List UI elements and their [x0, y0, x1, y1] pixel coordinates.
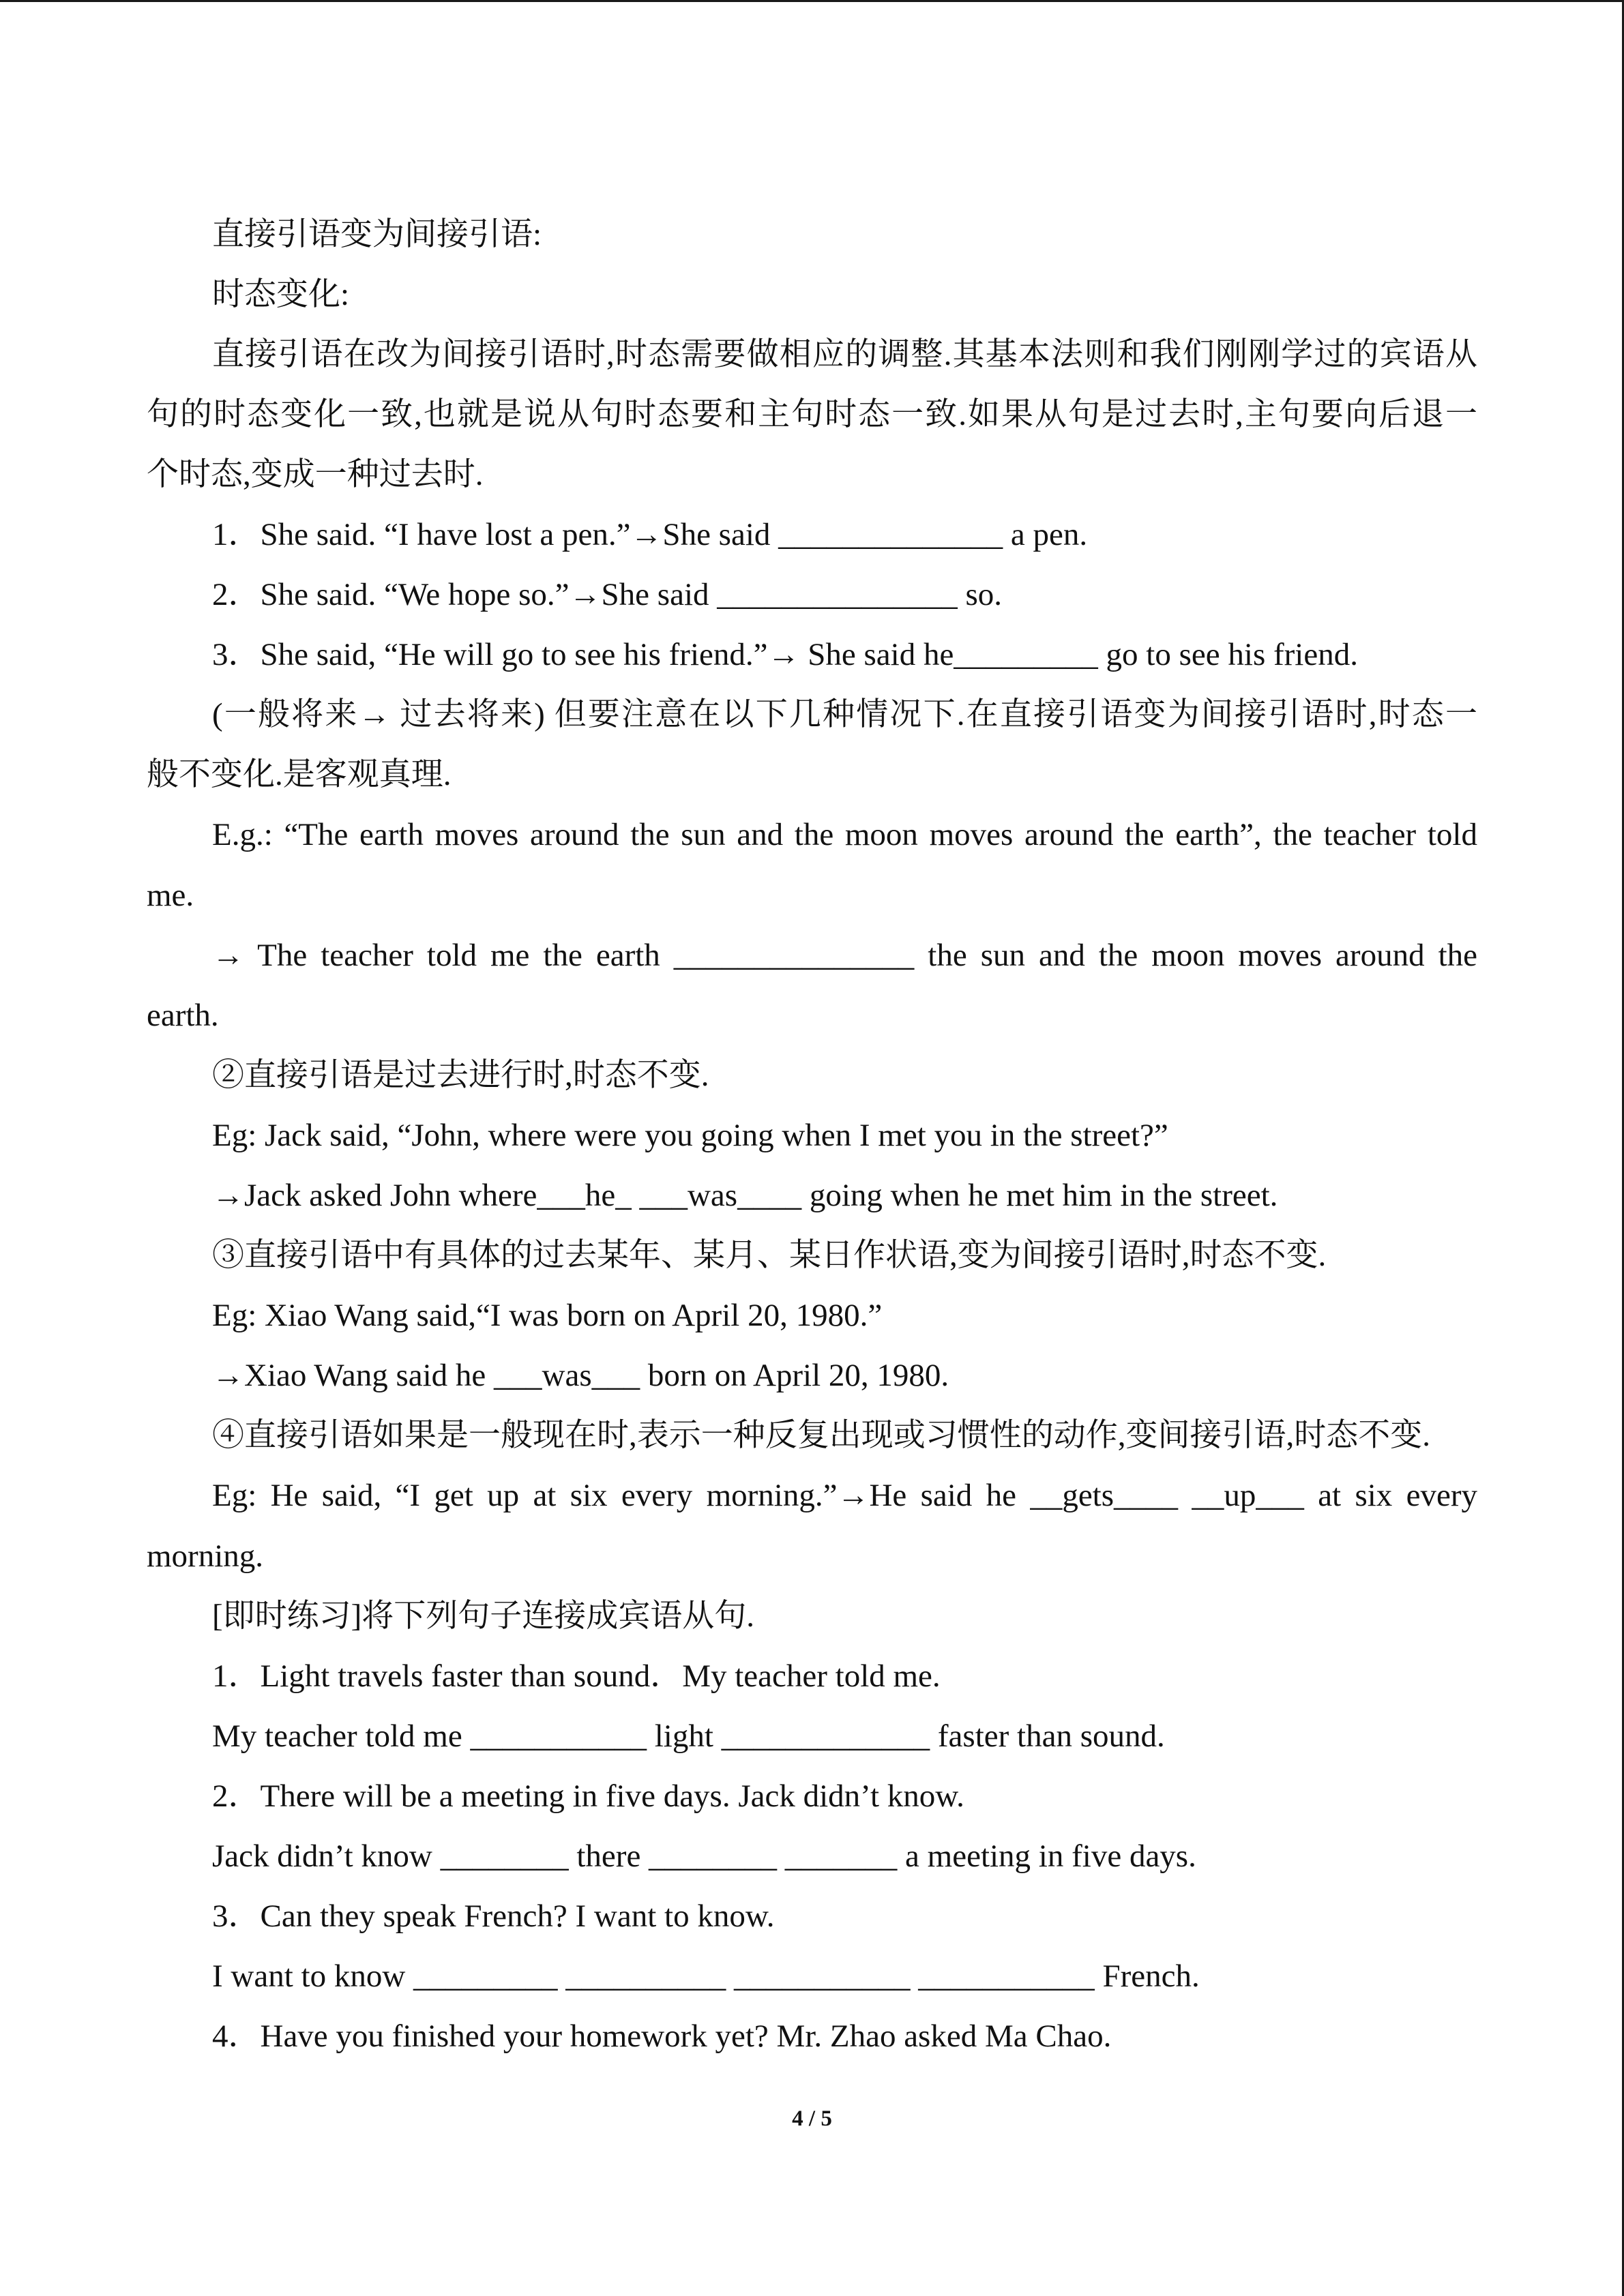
rule-3-example: Eg: Xiao Wang said,“I was born on April 20, 1980.”	[212, 1298, 883, 1334]
rule-4-example-line-1: Eg: He said, “I get up at six every morning.”→He said he __gets____ __up___ at six every	[212, 1478, 1477, 1514]
rule-4-title: ④直接引语如果是一般现在时,表示一种反复出现或习惯性的动作,变间接引语,时态不变.	[212, 1418, 1430, 1454]
example-sentence-2: 2．She said. “We hope so.”→She said _______________ so.	[212, 577, 1003, 613]
rule-2-title: ②直接引语是过去进行时,时态不变.	[212, 1057, 709, 1093]
practice-item-2-answer: Jack didn’t know ________ there ________ _______ a meeting in five days.	[212, 1838, 1196, 1875]
rule-4-example-line-2: morning.	[147, 1538, 264, 1574]
truth-example-original-line-1: E.g.: “The earth moves around the sun and the moon moves around the earth”, the teacher told	[212, 817, 1477, 853]
section-subheading: 时态变化:	[212, 276, 350, 312]
practice-item-3-answer: I want to know _________ __________ ___________ ___________ French.	[212, 1958, 1200, 1995]
truth-example-converted-line-2: earth.	[147, 997, 219, 1033]
practice-item-1-prompt: 1．Light travels faster than sound．My teacher told me.	[212, 1658, 941, 1694]
section-heading: 直接引语变为间接引语:	[212, 216, 542, 252]
example-sentence-1: 1．She said. “I have lost a pen.”→She said ______________ a pen.	[212, 516, 1088, 552]
document-body	[147, 205, 1477, 2067]
rule-2-example: Eg: Jack said, “John, where were you going when I met you in the street?”	[212, 1117, 1168, 1153]
rule-paragraph-line-3: 个时态,变成一种过去时.	[147, 456, 484, 492]
practice-title: [即时练习]将下列句子连接成宾语从句.	[212, 1598, 755, 1634]
truth-example-original-line-2: me.	[147, 877, 194, 913]
page-top-border	[0, 0, 1624, 2]
exception-note-line-2: 般不变化.是客观真理.	[147, 757, 452, 793]
rule-paragraph-line-2: 句的时态变化一致,也就是说从句时态要和主句时态一致.如果从句是过去时,主句要向后退一	[147, 396, 1477, 432]
rule-2-converted: →Jack asked John where___he_ ___was____ going when he met him in the street.	[212, 1178, 1278, 1213]
practice-item-4-prompt: 4．Have you finished your homework yet? Mr. Zhao asked Ma Chao.	[212, 2018, 1112, 2055]
practice-item-3-prompt: 3．Can they speak French? I want to know.	[212, 1898, 775, 1935]
rule-3-converted: →Xiao Wang said he ___was___ born on April 20, 1980.	[212, 1358, 949, 1394]
practice-item-1-answer: My teacher told me ___________ light _____________ faster than sound.	[212, 1718, 1165, 1754]
example-sentence-3: 3．She said, “He will go to see his friend.”→ She said he_________ go to see his friend.	[212, 637, 1358, 673]
practice-item-2-prompt: 2．There will be a meeting in five days. Jack didn’t know.	[212, 1778, 964, 1814]
rule-paragraph-line-1: 直接引语在改为间接引语时,时态需要做相应的调整.其基本法则和我们刚刚学过的宾语从	[212, 336, 1477, 372]
truth-example-converted-line-1: → The teacher told me the earth _______________ the sun and the moon moves around the	[212, 937, 1477, 973]
rule-3-title: ③直接引语中有具体的过去某年、某月、某日作状语,变为间接引语时,时态不变.	[212, 1238, 1327, 1274]
page-number: 4 / 5	[792, 2106, 832, 2131]
exception-note-line-1: (一般将来→ 过去将来) 但要注意在以下几种情况下.在直接引语变为间接引语时,时态一	[212, 697, 1477, 733]
